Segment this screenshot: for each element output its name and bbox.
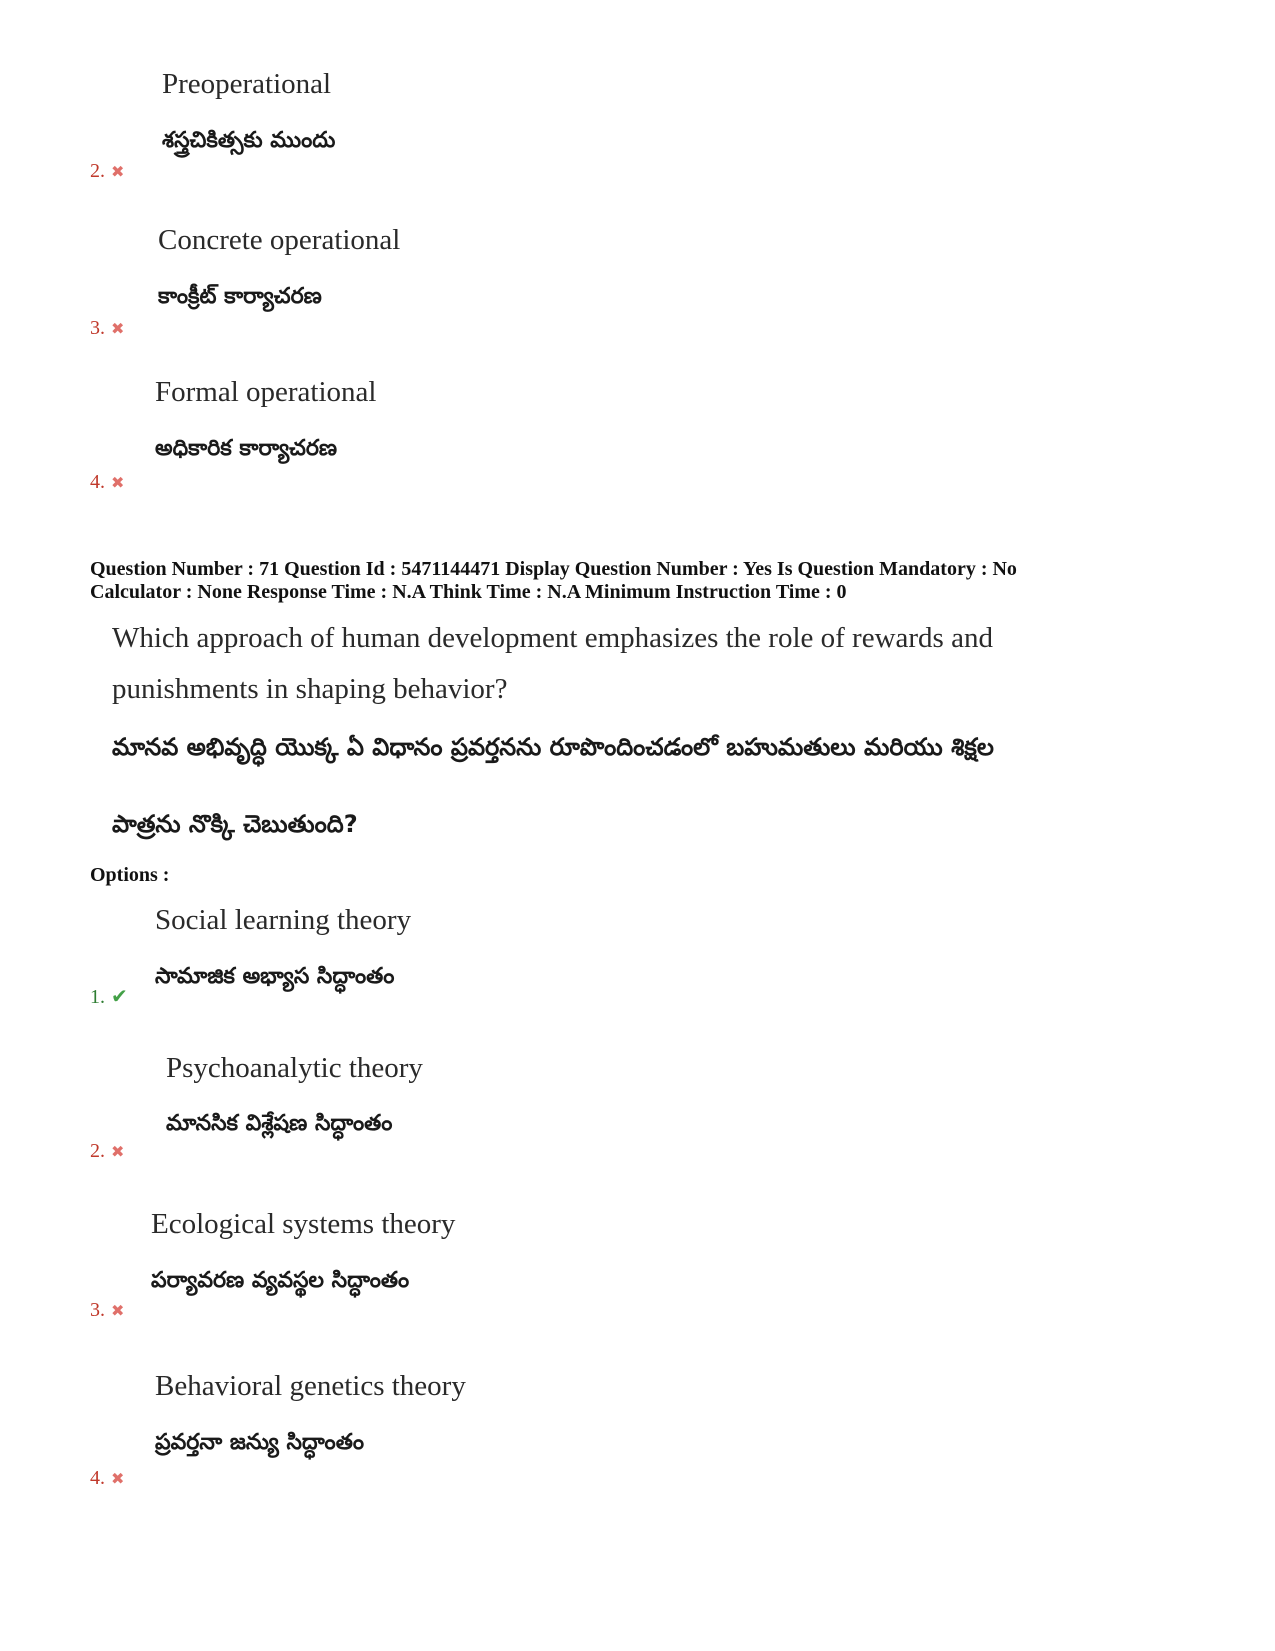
option-1-english: Social learning theory bbox=[155, 904, 412, 936]
question-meta-line-1: Question Number : 71 Question Id : 5471144471 Display Question Number : Yes Is Question Mandatory : No bbox=[90, 558, 1017, 580]
prev-option-3-english: Concrete operational bbox=[158, 224, 401, 256]
option-1-marker bbox=[90, 984, 128, 1009]
prev-option-4-number: 4. bbox=[90, 471, 105, 493]
prev-option-3-number: 3. bbox=[90, 317, 105, 339]
cross-icon: ✖ bbox=[111, 1469, 125, 1488]
prev-option-4-telugu: అధికారిక కార్యాచరణ bbox=[155, 436, 338, 461]
question-text-telugu-line-2: పాత్రను నొక్కి చెబుతుంది? bbox=[112, 810, 358, 838]
cross-icon: ✖ bbox=[111, 162, 125, 181]
option-4-number: 4. bbox=[90, 1467, 105, 1489]
question-text-telugu-line-1: మానవ అభివృద్ధి యొక్క ఏ విధానం ప్రవర్తనను రూపొందించడంలో బహుమతులు మరియు శిక్షల bbox=[112, 733, 994, 761]
option-2-number: 2. bbox=[90, 1140, 105, 1162]
check-icon: ✔ bbox=[111, 984, 128, 1008]
prev-option-2-number: 2. bbox=[90, 160, 105, 182]
prev-option-2-marker bbox=[90, 160, 124, 183]
options-label: Options : bbox=[90, 864, 170, 886]
prev-option-3-telugu: కాంక్రీట్ కార్యాచరణ bbox=[158, 284, 322, 309]
option-3-english: Ecological systems theory bbox=[151, 1208, 456, 1240]
question-text-english-line-1: Which approach of human development emphasizes the role of rewards and bbox=[112, 622, 993, 654]
cross-icon: ✖ bbox=[111, 473, 125, 492]
prev-option-3-marker bbox=[90, 317, 124, 340]
option-3-number: 3. bbox=[90, 1299, 105, 1321]
question-meta-line-2: Calculator : None Response Time : N.A Think Time : N.A Minimum Instruction Time : 0 bbox=[90, 581, 847, 603]
option-1-telugu: సామాజిక అభ్యాస సిద్ధాంతం bbox=[155, 964, 395, 989]
cross-icon: ✖ bbox=[111, 1142, 125, 1161]
cross-icon: ✖ bbox=[111, 319, 125, 338]
option-2-marker bbox=[90, 1140, 124, 1163]
prev-option-4-marker bbox=[90, 471, 124, 494]
option-2-telugu: మానసిక విశ్లేషణ సిద్ధాంతం bbox=[166, 1111, 393, 1136]
cross-icon: ✖ bbox=[111, 1301, 125, 1320]
prev-option-4-english: Formal operational bbox=[155, 376, 377, 408]
option-4-telugu: ప్రవర్తనా జన్యు సిద్ధాంతం bbox=[155, 1430, 364, 1455]
option-4-english: Behavioral genetics theory bbox=[155, 1370, 466, 1402]
option-3-marker bbox=[90, 1299, 124, 1322]
prev-option-2-telugu: శస్త్రచికిత్సకు ముందు bbox=[162, 128, 336, 153]
option-2-english: Psychoanalytic theory bbox=[166, 1052, 423, 1084]
question-text-english-line-2: punishments in shaping behavior? bbox=[112, 673, 508, 705]
prev-option-2-english: Preoperational bbox=[162, 68, 332, 100]
option-1-number: 1. bbox=[90, 986, 105, 1008]
option-4-marker bbox=[90, 1467, 124, 1490]
option-3-telugu: పర్యావరణ వ్యవస్థల సిద్ధాంతం bbox=[151, 1268, 410, 1293]
